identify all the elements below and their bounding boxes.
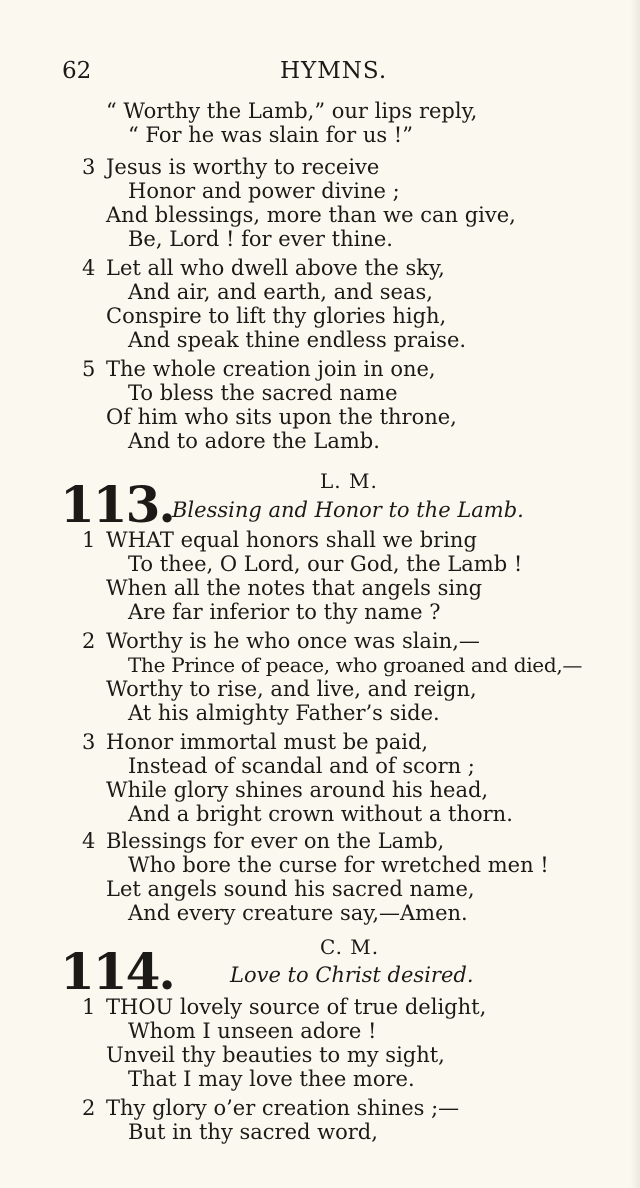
verse-line: “ Worthy the Lamb,” our lips reply, xyxy=(106,99,478,123)
hymn-number: 114. xyxy=(60,942,174,1001)
verse-line: To thee, O Lord, our God, the Lamb ! xyxy=(128,552,523,576)
hymn-title: Love to Christ desired. xyxy=(230,963,474,987)
verse-line: Jesus is worthy to receive xyxy=(106,155,380,179)
verse-line: Be, Lord ! for ever thine. xyxy=(128,227,393,251)
verse-line: “ For he was slain for us !” xyxy=(128,123,413,147)
verse-line: WHAT equal honors shall we bring xyxy=(106,528,477,552)
verse-line: Honor immortal must be paid, xyxy=(106,730,429,754)
verse-line: At his almighty Father’s side. xyxy=(128,701,440,725)
stanza-number: 5 xyxy=(82,357,96,381)
verse-line: Blessings for ever on the Lamb, xyxy=(106,829,445,853)
stanza-number: 2 xyxy=(82,1096,96,1120)
verse-line: Who bore the curse for wretched men ! xyxy=(128,853,549,877)
verse-line: Worthy is he who once was slain,— xyxy=(106,629,480,653)
hymn-number: 113. xyxy=(60,475,174,534)
verse-line: When all the notes that angels sing xyxy=(106,576,483,600)
verse-line: And every creature say,—Amen. xyxy=(128,901,468,925)
verse-line: And a bright crown without a thorn. xyxy=(128,802,513,826)
running-title: HYMNS. xyxy=(280,58,388,84)
page-number: 62 xyxy=(62,58,92,84)
verse-line: And blessings, more than we can give, xyxy=(106,203,516,227)
stanza-number: 4 xyxy=(82,256,96,280)
page-edge-shadow xyxy=(630,0,640,1188)
stanza-number: 1 xyxy=(82,528,96,552)
verse-line: And air, and earth, and seas, xyxy=(128,280,433,304)
verse-line: And speak thine endless praise. xyxy=(128,328,467,352)
stanza-number: 3 xyxy=(82,155,96,179)
stanza-number: 2 xyxy=(82,629,96,653)
verse-line: But in thy sacred word, xyxy=(128,1120,378,1144)
verse-line: Let angels sound his sacred name, xyxy=(106,877,475,901)
verse-line: Honor and power divine ; xyxy=(128,179,400,203)
verse-line: To bless the sacred name xyxy=(128,381,398,405)
verse-line: Unveil thy beauties to my sight, xyxy=(106,1043,445,1067)
verse-line: Whom I unseen adore ! xyxy=(128,1019,377,1043)
hymn-title: Blessing and Honor to the Lamb. xyxy=(172,498,524,522)
verse-line: Let all who dwell above the sky, xyxy=(106,256,445,280)
hymn-meter: L. M. xyxy=(320,469,378,493)
verse-line: Worthy to rise, and live, and reign, xyxy=(106,677,477,701)
verse-line: While glory shines around his head, xyxy=(106,778,489,802)
verse-line: Thy glory o’er creation shines ;— xyxy=(106,1096,460,1120)
verse-line: Instead of scandal and of scorn ; xyxy=(128,754,475,778)
stanza-number: 4 xyxy=(82,829,96,853)
verse-line: Are far inferior to thy name ? xyxy=(128,600,441,624)
verse-line: The Prince of peace, who groaned and died,— xyxy=(128,653,583,677)
verse-line: That I may love thee more. xyxy=(128,1067,415,1091)
verse-line: Of him who sits upon the throne, xyxy=(106,405,457,429)
verse-line: Conspire to lift thy glories high, xyxy=(106,304,447,328)
verse-line: The whole creation join in one, xyxy=(106,357,436,381)
stanza-number: 3 xyxy=(82,730,96,754)
verse-line: And to adore the Lamb. xyxy=(128,429,380,453)
stanza-number: 1 xyxy=(82,995,96,1019)
verse-line: THOU lovely source of true delight, xyxy=(106,995,487,1019)
hymn-meter: C. M. xyxy=(320,935,380,959)
